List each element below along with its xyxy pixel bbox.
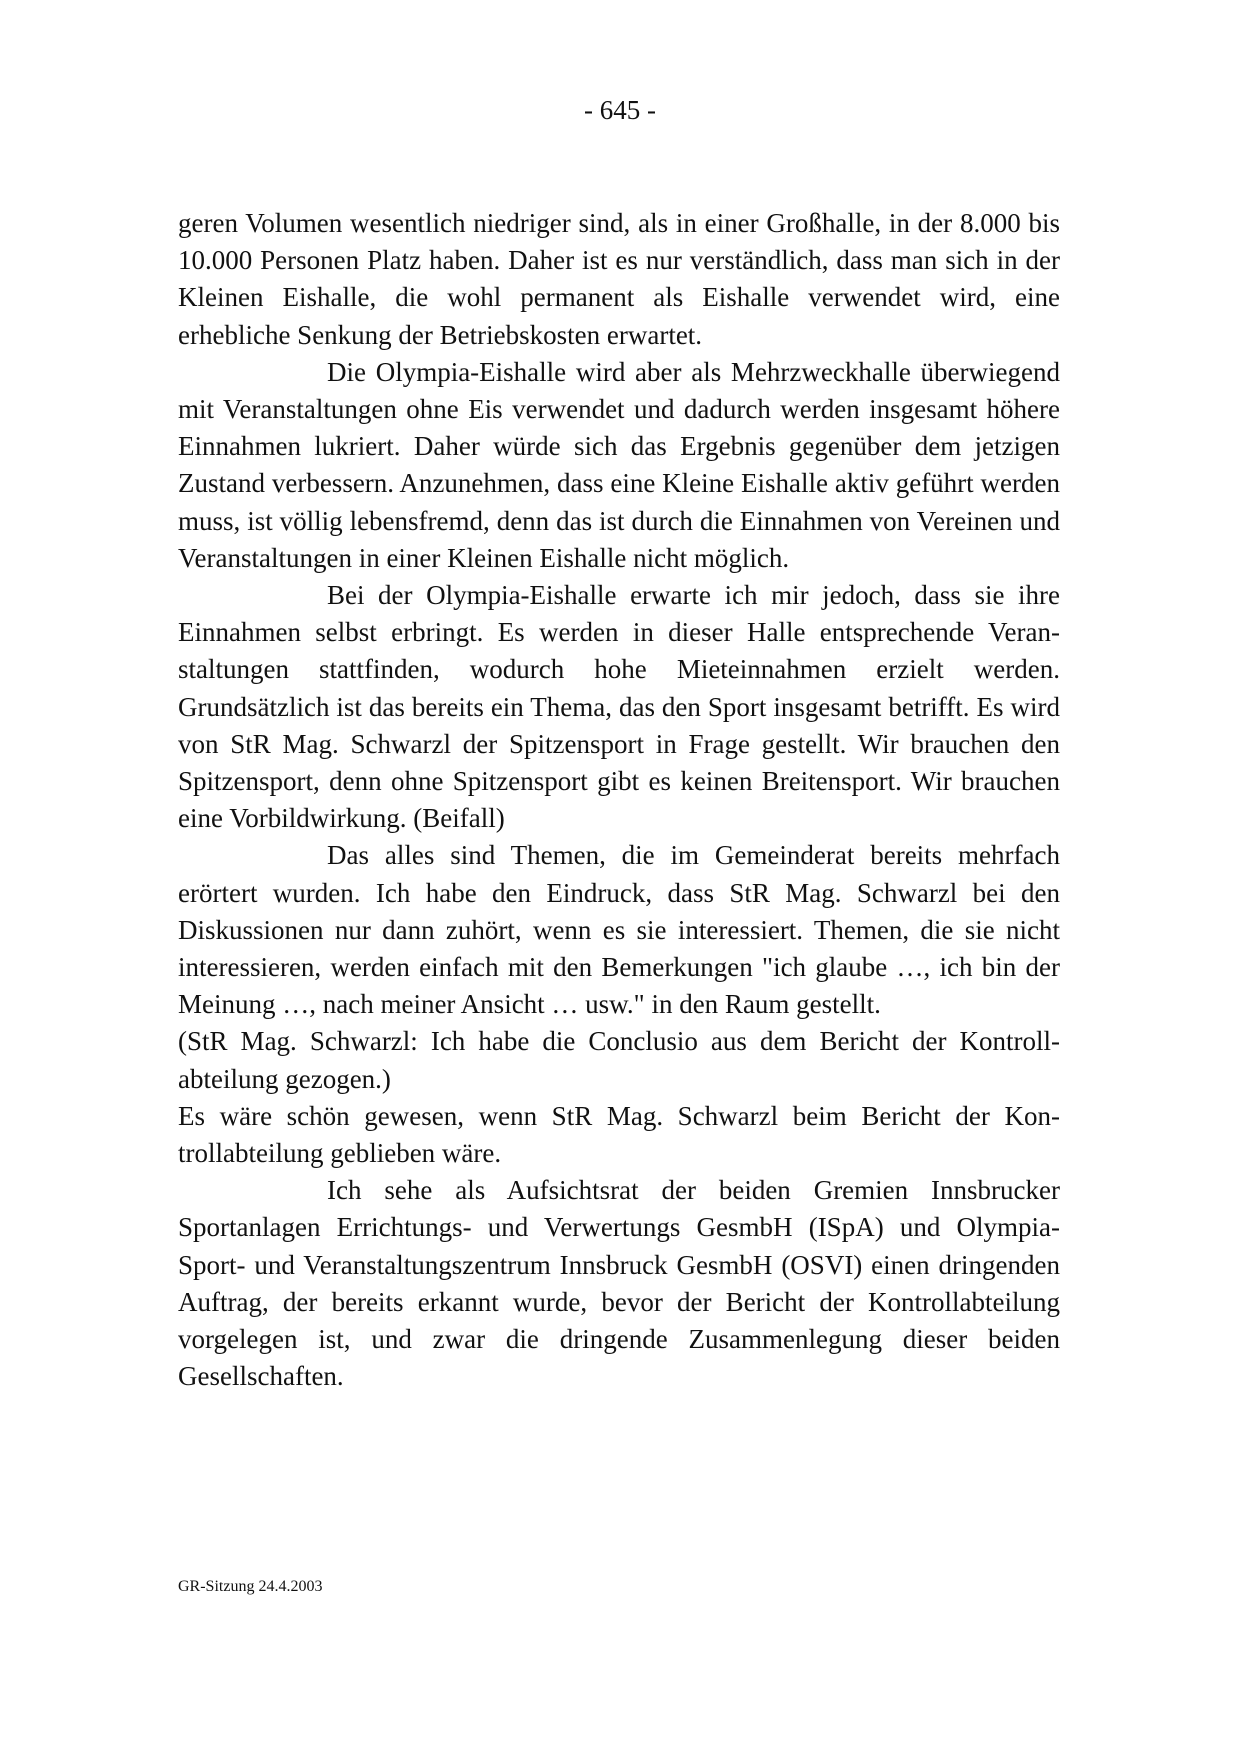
paragraph: Es wäre schön gewesen, wenn StR Mag. Schwarzl beim Bericht der Kontrollabteilung geblieben wäre.: [178, 1100, 1060, 1169]
paragraph: Ich sehe als Aufsichtsrat der beiden Gremien Innsbrucker Sportanlagen Errichtungs- und Verwertungs GesmbH (ISpA) und Olympia-Sport- und Veranstaltungszentrum Innsbruck GesmbH (OSVI) einen dringenden Auftrag, der bereits erkannt wurde, bevor der Bericht der Kontrollabteilung vorgelegen ist, und zwar die dringende Zusammenlegung dieser beiden Gesellschaften.: [178, 1175, 1060, 1392]
interjection: (StR Mag. Schwarzl: Ich habe die Conclusio aus dem Bericht der Kontrollabteilung gezogen.): [178, 1026, 1060, 1094]
paragraph: Die Olympia-Eishalle wird aber als Mehrzweckhalle überwiegend mit Veranstaltungen ohne Eis verwendet und dadurch werden insgesamt höhere Einnahmen lukriert. Daher würde sich das Ergebnis gegenüber dem jetzigen Zustand verbessern. Anzunehmen, dass eine Kleine Eishalle aktiv geführt werden muss, ist völlig lebensfremd, denn das ist durch die Einnahmen von Vereinen und Veranstaltungen in einer Kleinen Eishalle nicht möglich.: [178, 356, 1060, 573]
paragraph: Bei der Olympia-Eishalle erwarte ich mir jedoch, dass sie ihre Einnahmen selbst erbringt. Es werden in dieser Halle entsprechende Veranstaltungen stattfinden, wodurch hohe Mieteinnahmen erzielt werden. Grundsätzlich ist das bereits ein Thema, das den Sport insgesamt betrifft. Es wird von StR Mag. Schwarzl der Spitzensport in Frage gestellt. Wir brauchen den Spitzensport, denn ohne Spitzensport gibt es keinen Breitensport. Wir brauchen eine Vorbildwirkung. (Beifall): [178, 580, 1060, 834]
paragraph: Das alles sind Themen, die im Gemeinderat bereits mehrfach erörtert wurden. Ich habe den Eindruck, dass StR Mag. Schwarzl bei den Diskussionen nur dann zuhört, wenn es sie interessiert. Themen, die sie nicht interessieren, werden einfach mit den Bemerkungen "ich glaube …, ich bin der Meinung …, nach meiner Ansicht … usw." in den Raum gestellt.: [178, 840, 1060, 1020]
body-text: [178, 205, 1060, 1396]
paragraph: geren Volumen wesentlich niedriger sind, als in einer Großhalle, in der 8.000 bis 10.000 Personen Platz haben. Daher ist es nur verständlich, dass man sich in der Kleinen Eishalle, die wohl permanent als Eishalle verwendet wird, eine erhebliche Senkung der Betriebskosten erwartet.: [178, 208, 1060, 350]
footer-session-date: GR-Sitzung 24.4.2003: [178, 1578, 323, 1595]
page-number: - 645 -: [584, 95, 656, 125]
